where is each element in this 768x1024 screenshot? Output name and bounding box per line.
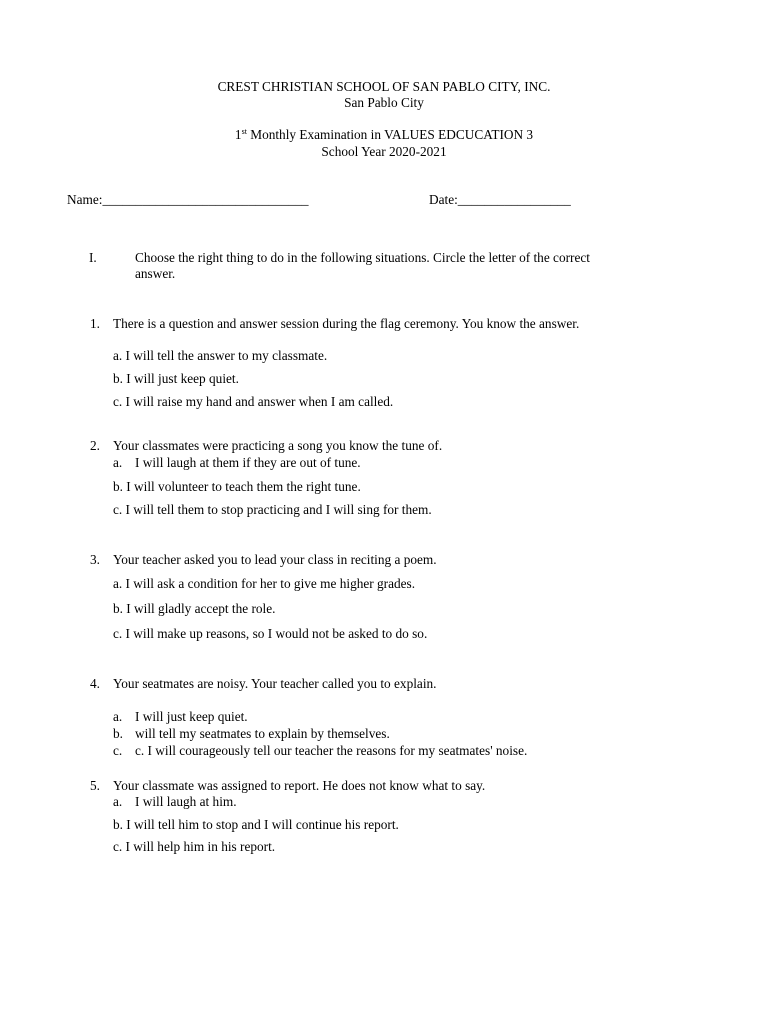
exam-ordinal: 1: [234, 127, 242, 142]
answer-choice: I will just keep quiet.: [135, 709, 248, 724]
question-number: 5.: [90, 778, 100, 793]
answer-choice: a. I will tell the answer to my classmate.: [113, 348, 328, 363]
exam-title-text: Monthly Examination in VALUES EDCUCATION 3: [246, 127, 534, 142]
question-text: Your classmate was assigned to report. He does not know what to say.: [113, 778, 486, 793]
school-city: San Pablo City: [344, 95, 424, 110]
answer-choice: a. I will ask a condition for her to give me higher grades.: [113, 576, 416, 591]
answer-choice-marker: a.: [113, 709, 123, 724]
exam-ordinal-suffix: st: [241, 127, 247, 136]
answer-choice: c. I will raise my hand and answer when I am called.: [113, 394, 394, 409]
name-field: Name:_______________________________: [67, 192, 309, 207]
answer-choice: c. I will courageously tell our teacher the reasons for my seatmates' noise.: [135, 743, 528, 758]
answer-choice: b. I will volunteer to teach them the right tune.: [113, 479, 361, 494]
answer-choice-marker: c.: [113, 743, 123, 758]
instructions-line-2: answer.: [135, 266, 176, 281]
answer-choice: I will laugh at him.: [135, 794, 237, 809]
answer-choice: b. I will gladly accept the role.: [113, 601, 276, 616]
answer-choice-marker: b.: [113, 726, 123, 741]
question-number: 4.: [90, 676, 100, 691]
answer-choice-marker: a.: [113, 455, 123, 470]
school-year: School Year 2020-2021: [321, 144, 447, 159]
school-name: CREST CHRISTIAN SCHOOL OF SAN PABLO CITY, INC.: [217, 79, 551, 94]
date-field: Date:_________________: [429, 192, 571, 207]
question-number: 2.: [90, 438, 100, 453]
answer-choice: b. I will just keep quiet.: [113, 371, 239, 386]
question-text: Your seatmates are noisy. Your teacher called you to explain.: [113, 676, 437, 691]
instructions-line-1: Choose the right thing to do in the following situations. Circle the letter of the correct: [135, 250, 590, 265]
answer-choice: will tell my seatmates to explain by themselves.: [135, 726, 390, 741]
question-number: 1.: [90, 316, 100, 331]
question-text: Your classmates were practicing a song you know the tune of.: [113, 438, 443, 453]
answer-choice: c. I will make up reasons, so I would not be asked to do so.: [113, 626, 428, 641]
question-number: 3.: [90, 552, 100, 567]
section-numeral: I.: [89, 250, 97, 265]
answer-choice: I will laugh at them if they are out of tune.: [135, 455, 361, 470]
answer-choice: b. I will tell him to stop and I will continue his report.: [113, 817, 399, 832]
answer-choice-marker: a.: [113, 794, 123, 809]
question-text: Your teacher asked you to lead your class in reciting a poem.: [113, 552, 437, 567]
answer-choice: c. I will help him in his report.: [113, 839, 276, 854]
question-text: There is a question and answer session during the flag ceremony. You know the answer.: [113, 316, 580, 331]
exam-title: [0, 127, 768, 143]
answer-choice: c. I will tell them to stop practicing and I will sing for them.: [113, 502, 432, 517]
